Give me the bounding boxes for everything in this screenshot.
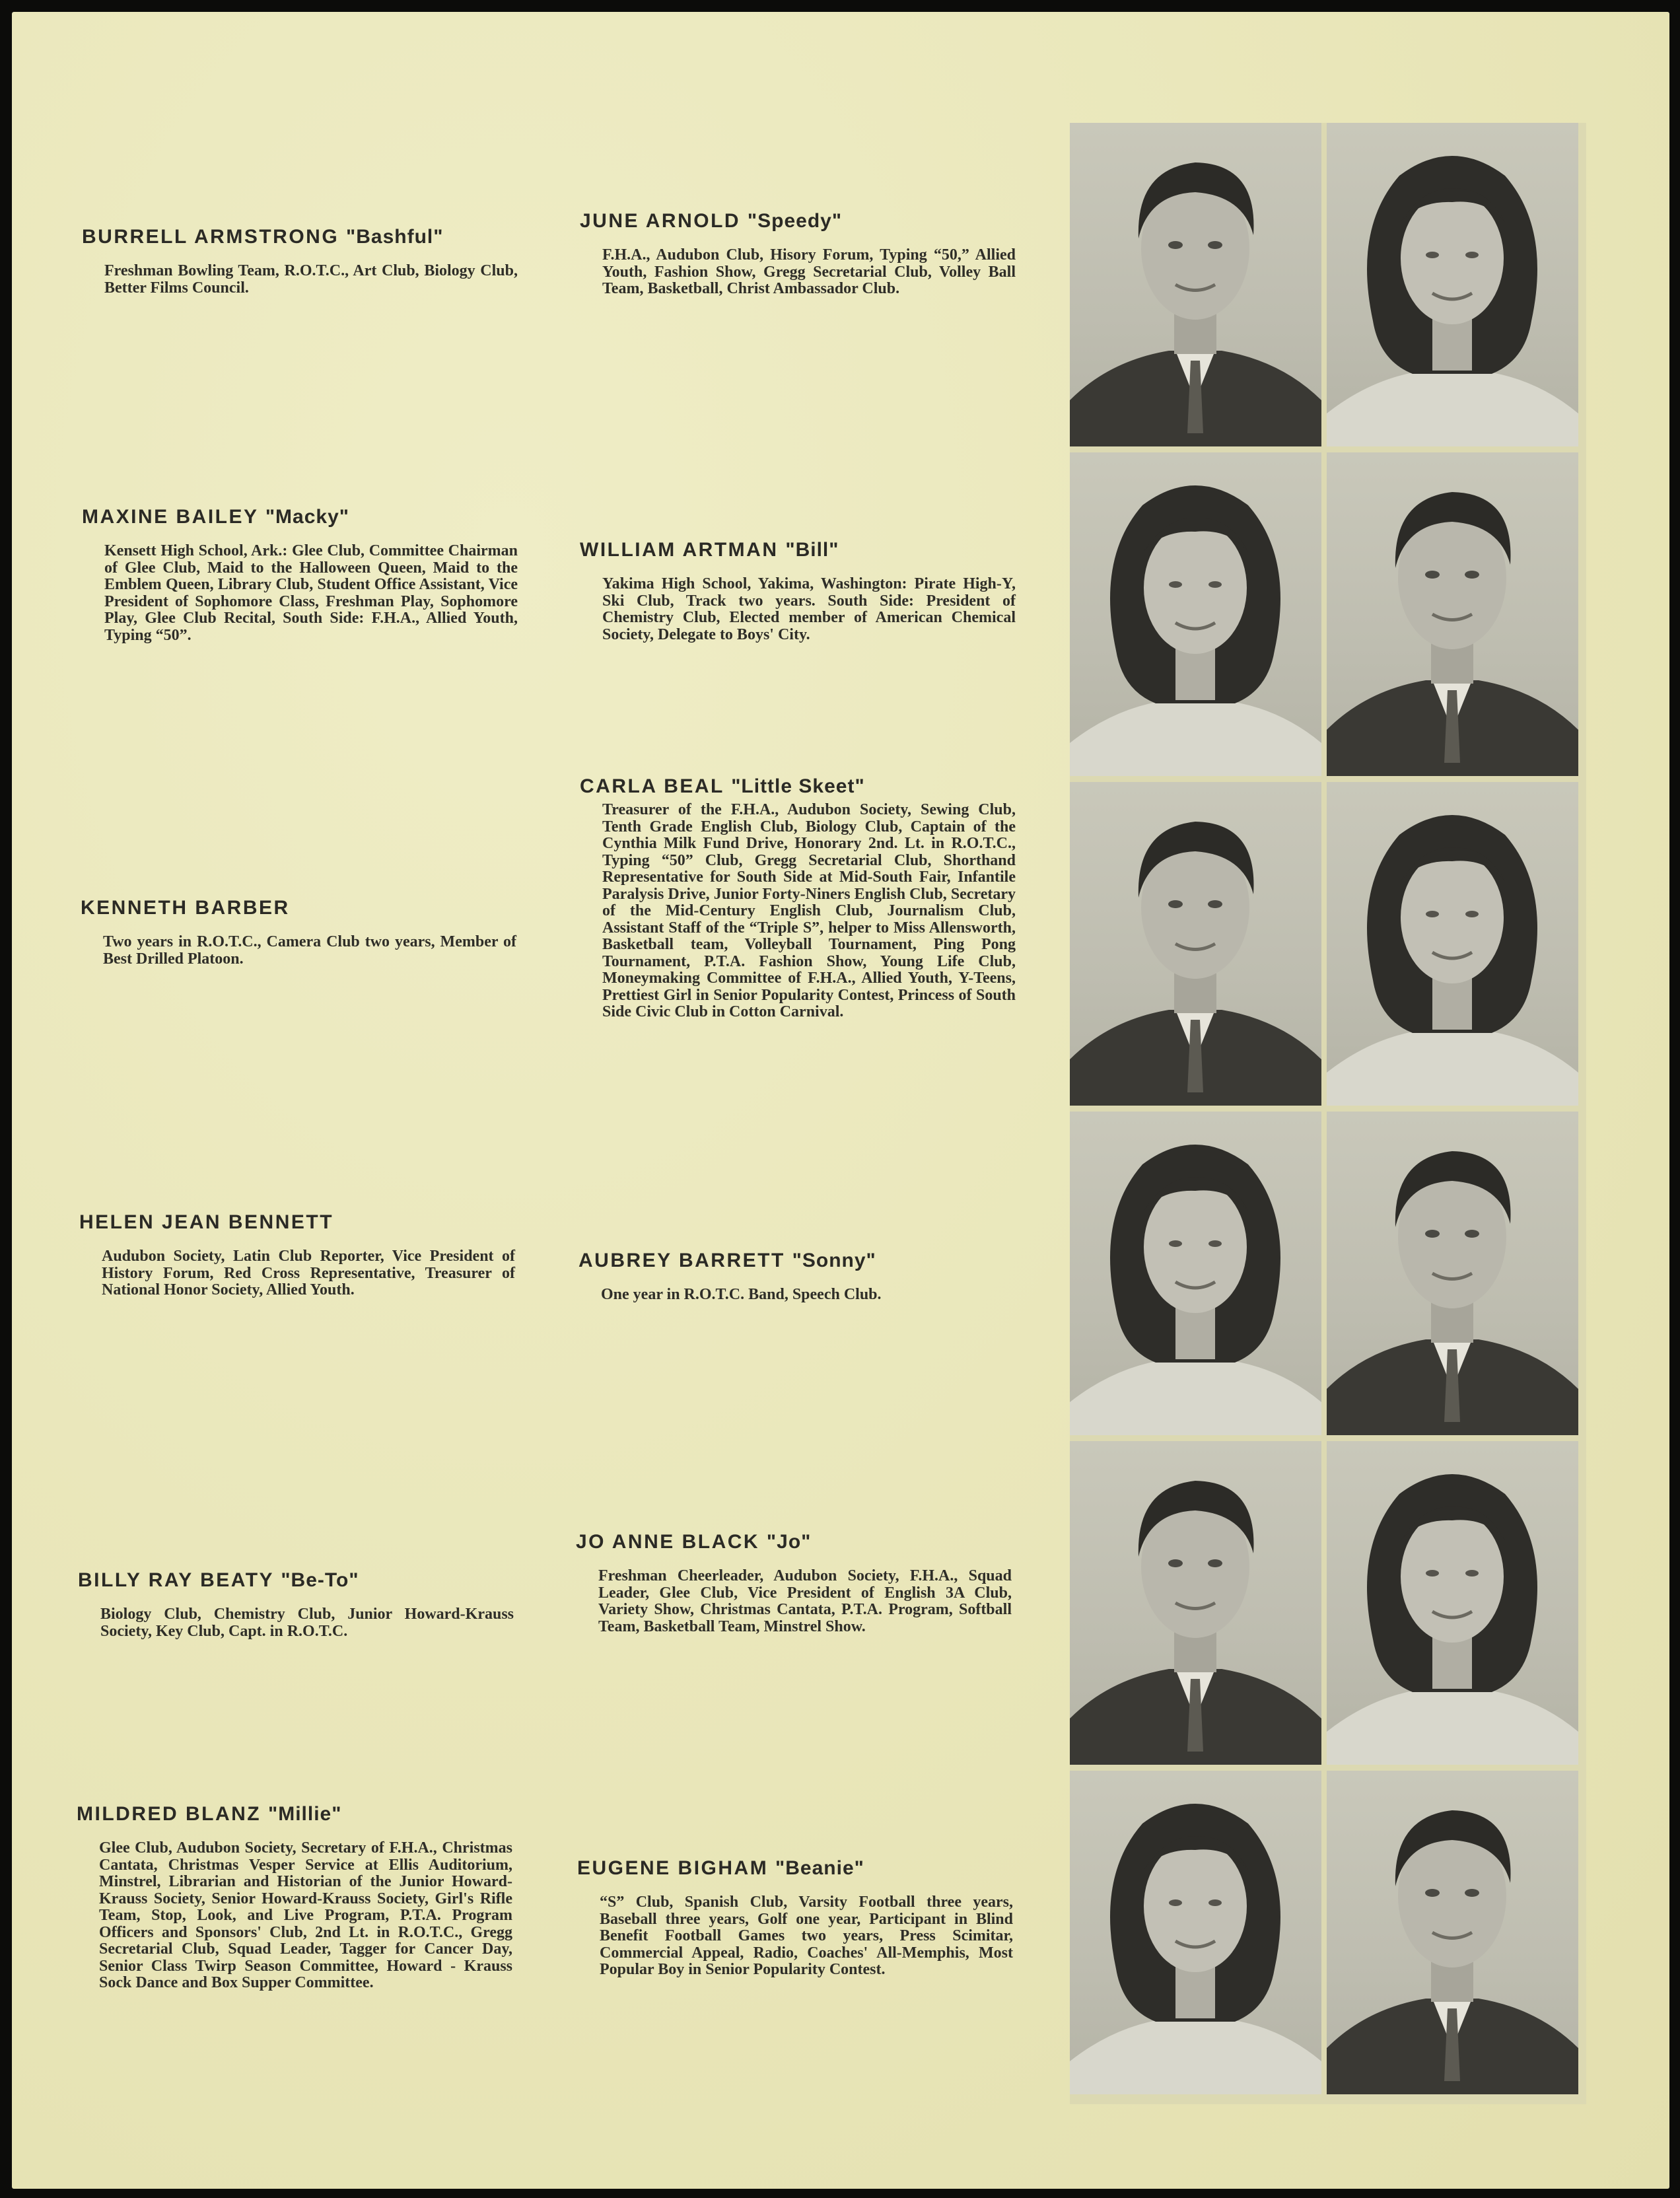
student-portrait (1070, 782, 1321, 1106)
student-activities: Glee Club, Audubon Society, Secretary of F.H.A., Christmas Cantata, Christmas Vesper Service at Ellis Auditorium, Minstrel, Librarian and Historian of the Junior Howard-Krauss Society, Senior Howard-Krauss Society, Girl's Rifle Team, Stop, Look, and Live Program, P.T.A. Program Officers and Sponsors' Club, 2nd Lt. in R.O.T.C., Gregg Secretarial Club, Squad Leader, Tagger for Cancer Day, Senior Class Twirp Season Committee, Howard - Krauss Sock Dance and Box Supper Committee. (99, 1839, 512, 1991)
senior-entry (577, 1857, 1013, 1979)
senior-entry (78, 1569, 514, 1640)
student-nickname: "Sonny" (792, 1250, 876, 1271)
student-name-line (78, 1569, 514, 1592)
student-portrait (1070, 1441, 1321, 1765)
student-portrait (1070, 452, 1321, 776)
student-name: KENNETH BARBER (81, 897, 290, 919)
student-nickname: "Be-To" (281, 1569, 359, 1591)
student-nickname: "Speedy" (747, 210, 843, 232)
student-activities: Freshman Cheerleader, Audubon Society, F.H.A., Squad Leader, Glee Club, Vice President of English 3A Club, Variety Show, Christmas Cantata, P.T.A. Program, Softball Team, Basketball Team, Minstrel Show. (598, 1567, 1012, 1635)
portrait-grid (1070, 123, 1586, 2104)
student-activities: Biology Club, Chemistry Club, Junior Howard-Krauss Society, Key Club, Capt. in R.O.T.C. (100, 1606, 514, 1640)
senior-entry (578, 1250, 1014, 1304)
senior-entry (79, 1211, 515, 1299)
student-nickname: "Jo" (766, 1531, 812, 1553)
student-portrait (1070, 1112, 1321, 1435)
student-name: WILLIAM ARTMAN (580, 539, 779, 561)
student-portrait (1327, 1771, 1578, 2094)
student-name: MILDRED BLANZ (77, 1803, 262, 1825)
student-activities: Kensett High School, Ark.: Glee Club, Committee Chairman of Glee Club, Maid to the Halloween Queen, Maid to the Emblem Queen, Library Club, Student Office Assistant, Vice President of Sophomore Class, Freshman Play, Sophomore Play, Glee Club Recital, South Side: F.H.A., Allied Youth, Typing “50”. (104, 542, 518, 644)
student-name-line (77, 1803, 512, 1826)
student-portrait (1327, 782, 1578, 1106)
student-portrait (1327, 452, 1578, 776)
student-name: EUGENE BIGHAM (577, 1857, 769, 1879)
yearbook-page (12, 12, 1669, 2189)
student-activities: Yakima High School, Yakima, Washington: Pirate High-Y, Ski Club, Track two years. South Side: President of Chemistry Club, Elected member of American Chemical Society, Delegate to Boys' City. (602, 575, 1016, 643)
senior-entry (576, 1531, 1012, 1635)
student-name: BILLY RAY BEATY (78, 1569, 274, 1591)
student-name-line (81, 897, 516, 919)
student-portrait (1327, 1441, 1578, 1765)
student-name: CARLA BEAL (580, 775, 724, 797)
student-activities: F.H.A., Audubon Club, Hisory Forum, Typing “50,” Allied Youth, Fashion Show, Gregg Secretarial Club, Volley Ball Team, Basketball, Christ Ambassador Club. (602, 246, 1016, 297)
student-name: HELEN JEAN BENNETT (79, 1211, 334, 1233)
senior-entry (82, 226, 518, 297)
senior-entry (82, 506, 518, 644)
senior-entry (81, 897, 516, 968)
student-portrait (1070, 1771, 1321, 2094)
student-name-line (580, 539, 1016, 561)
student-nickname: "Beanie" (775, 1857, 864, 1879)
student-activities: One year in R.O.T.C. Band, Speech Club. (601, 1286, 882, 1303)
student-nickname: "Bill" (785, 539, 839, 561)
senior-entry (580, 539, 1016, 643)
student-name: JUNE ARNOLD (580, 210, 741, 232)
student-name-line (577, 1857, 1013, 1880)
student-name: JO ANNE BLACK (576, 1531, 760, 1553)
student-name: BURRELL ARMSTRONG (82, 226, 339, 248)
student-nickname: "Macky" (265, 506, 350, 528)
student-nickname: "Millie" (267, 1803, 342, 1825)
student-name-line (580, 775, 1016, 798)
student-portrait (1327, 123, 1578, 446)
student-portrait (1070, 123, 1321, 446)
student-nickname: "Bashful" (346, 226, 444, 248)
student-activities: Freshman Bowling Team, R.O.T.C., Art Club, Biology Club, Better Films Council. (104, 262, 518, 297)
student-nickname: "Little Skeet" (731, 775, 865, 797)
student-name-line (576, 1531, 1012, 1553)
student-name: AUBREY BARRETT (578, 1250, 785, 1271)
student-portrait (1327, 1112, 1578, 1435)
senior-entry (580, 210, 1016, 298)
student-name-line (578, 1250, 1014, 1272)
student-name-line (580, 210, 1016, 232)
student-name-line (82, 226, 518, 248)
senior-entry (580, 775, 1016, 1021)
student-name: MAXINE BAILEY (82, 506, 258, 528)
senior-entry (77, 1803, 512, 1992)
student-name-line (82, 506, 518, 528)
student-activities: “S” Club, Spanish Club, Varsity Football three years, Baseball three years, Golf one year, Participant in Blind Benefit Football Games two years, Press Scimitar, Commercial Appeal, Radio, Coaches' All-Memphis, Most Popular Boy in Senior Popularity Contest. (600, 1894, 1013, 1978)
student-activities: Treasurer of the F.H.A., Audubon Society, Sewing Club, Tenth Grade English Club, Biology Club, Captain of the Cynthia Milk Fund Drive, Honorary 2nd. Lt. in R.O.T.C., Typing “50” Club, Gregg Secretarial Club, Shorthand Representative for South Side at Mid-South Fair, Infantile Paralysis Drive, Junior Forty-Niners English Club, Secretary of the Mid-Century English Club, Journalism Club, Assistant Staff of the “Triple S”, helper to Miss Allensworth, Basketball team, Volleyball Tournament, Ping Pong Tournament, P.T.A. Fashion Show, Young Life Club, Moneymaking Committee of F.H.A., Allied Youth, Y-Teens, Prettiest Girl in Senior Popularity Contest, Princess of South Side Civic Club in Cotton Carnival. (602, 801, 1016, 1020)
student-activities: Audubon Society, Latin Club Reporter, Vice President of History Forum, Red Cross Representative, Treasurer of National Honor Society, Allied Youth. (102, 1248, 515, 1298)
student-name-line (79, 1211, 515, 1234)
student-activities: Two years in R.O.T.C., Camera Club two years, Member of Best Drilled Platoon. (103, 933, 516, 968)
